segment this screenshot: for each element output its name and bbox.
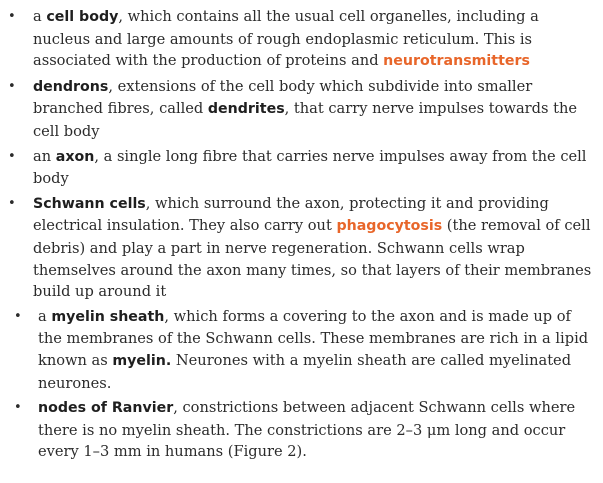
text: , which contains all the usual cell organelles, including a nucleus and large amounts of rough endoplasmic reticulum. This is associated with the production of proteins and xyxy=(33,8,539,70)
term-axon: axon xyxy=(55,148,95,165)
text: , constrictions between adjacent Schwann cells where there is no myelin sheath. The constrictions are 2–3 μm long and occur every 1–3 mm in humans (Figure 2). xyxy=(38,399,576,461)
keyword-phagocytosis: phagocytosis xyxy=(336,218,443,235)
text: (the removal of cell debris) and play a part in nerve regeneration. Schwann cells wrap themselves around the axon many times, so that layers of their membranes build up around it xyxy=(33,217,592,301)
bullet-list xyxy=(0,6,603,466)
term-myelin: myelin. xyxy=(112,352,172,369)
term-myelin-sheath: myelin sheath xyxy=(51,308,165,325)
text: , extensions of the cell body which subdivide into smaller branched fibres, called xyxy=(33,77,533,118)
term-nodes-of-ranvier: nodes of Ranvier xyxy=(38,400,174,417)
text: , a single long fibre that carries nerve impulses away from the cell body xyxy=(33,147,587,188)
list-item-schwann-cells xyxy=(0,193,603,303)
text: , which surround the axon, protecting it and providing electrical insulation. They also carry out xyxy=(33,194,549,235)
term-schwann-cells: Schwann cells xyxy=(33,195,146,212)
text: , that carry nerve impulses towards the cell body xyxy=(33,100,577,140)
bullet-icon: • xyxy=(14,308,22,324)
term-cell-body: cell body xyxy=(46,9,119,25)
list-item-nodes-of-ranvier xyxy=(0,397,603,463)
term-dendrons: dendrons xyxy=(33,78,109,95)
bullet-icon: • xyxy=(8,148,16,164)
bullet-icon: • xyxy=(8,78,16,94)
keyword-neurotransmitters: neurotransmitters xyxy=(383,53,530,70)
bullet-icon: • xyxy=(8,195,16,211)
text: a xyxy=(33,8,47,25)
bullet-icon: • xyxy=(14,400,22,416)
text: a xyxy=(38,307,52,325)
list-item-myelin-sheath xyxy=(0,306,603,394)
list-item-dendrons xyxy=(0,76,603,143)
text: , which forms a covering to the axon and is made up of the membranes of the Schwann cells. These membranes are rich in a lipid known as xyxy=(38,307,589,369)
term-dendrites: dendrites xyxy=(207,101,285,118)
text: Neurones with a myelin sheath are called myelinated neurones. xyxy=(38,351,572,392)
text: an xyxy=(33,147,56,165)
list-item-axon xyxy=(0,146,603,190)
bullet-icon: • xyxy=(8,9,16,24)
list-item-cell-body xyxy=(0,6,603,73)
